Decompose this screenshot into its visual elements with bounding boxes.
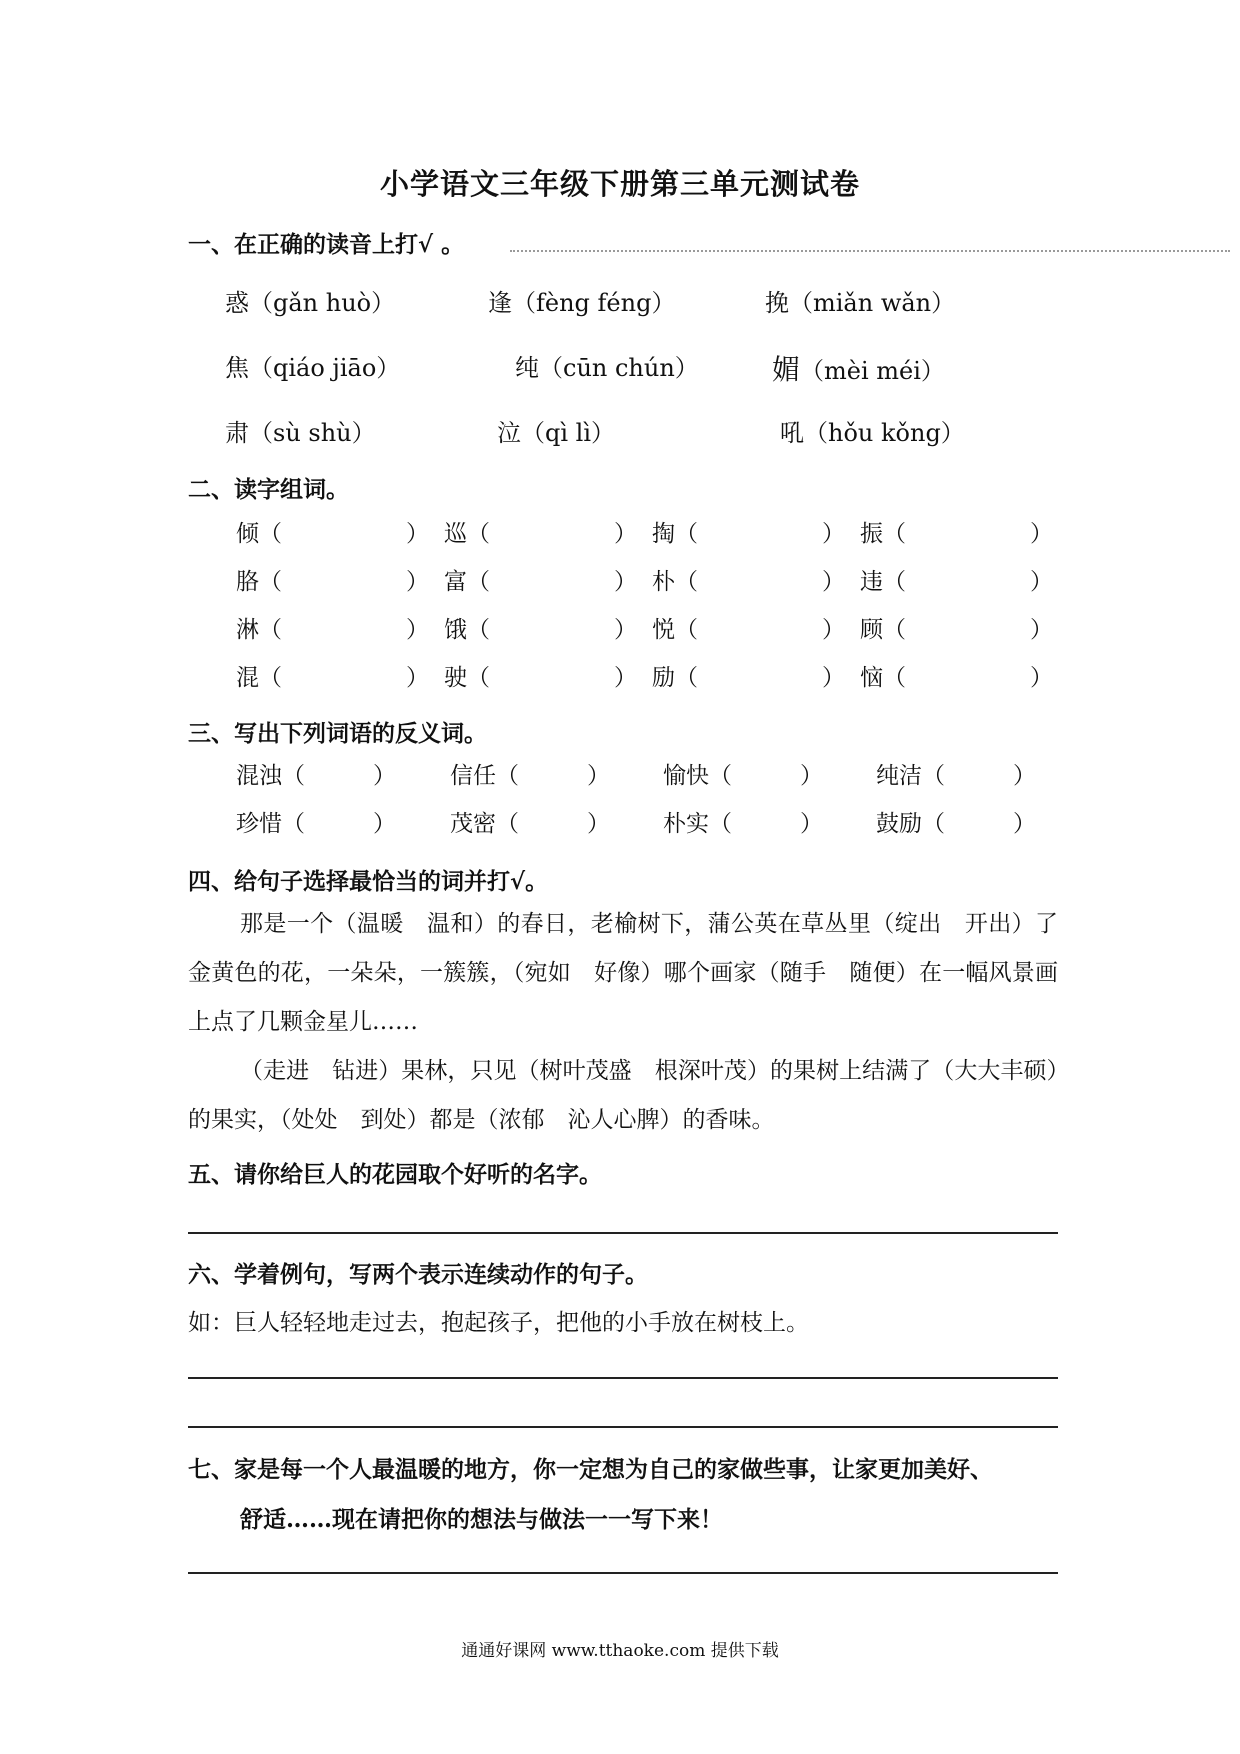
q4-paragraph-1: 那是一个（温暖 温和）的春日，老榆树下，蒲公英在草丛里（绽出 开出）了金黄色的花，一朵朵，一簇簇，（宛如 好像）哪个画家（随手 随便）在一幅风景画上点了几颗金星儿…… bbox=[188, 911, 1058, 1035]
pinyin-item: 挽（miǎn wǎn） bbox=[765, 289, 956, 317]
antonym-item: 茂密（ ） bbox=[450, 811, 610, 837]
answer-line[interactable] bbox=[188, 1426, 1058, 1428]
word-group-item: 淋（ ） bbox=[236, 617, 429, 643]
q4-heading: 四、给句子选择最恰当的词并打√。 bbox=[188, 868, 549, 895]
antonym-item-label: 纯洁 bbox=[876, 763, 922, 789]
word-group-item-label: 振 bbox=[860, 521, 883, 547]
pinyin-item: 吼（hǒu kǒng） bbox=[780, 419, 965, 447]
word-group-item: 朴（ ） bbox=[652, 569, 845, 595]
word-group-item: 富（ ） bbox=[444, 569, 637, 595]
word-group-item: 巡（ ） bbox=[444, 521, 637, 547]
word-group-item-label: 悦 bbox=[652, 617, 675, 643]
q7-heading-line2: 舒适……现在请把你的想法与做法一一写下来！ bbox=[240, 1506, 723, 1533]
q5-heading: 五、请你给巨人的花园取个好听的名字。 bbox=[188, 1161, 602, 1188]
word-group-item: 悦（ ） bbox=[652, 617, 845, 643]
pinyin-item: 媚（mèi méi） bbox=[772, 353, 945, 386]
antonym-item-label: 朴实 bbox=[663, 811, 709, 837]
word-group-item: 励（ ） bbox=[652, 665, 845, 691]
q7-heading bbox=[188, 1445, 1068, 1545]
antonym-item: 纯洁（ ） bbox=[876, 763, 1036, 789]
antonym-item-label: 信任 bbox=[450, 763, 496, 789]
answer-line[interactable] bbox=[188, 1572, 1058, 1574]
antonym-item: 珍惜（ ） bbox=[236, 811, 396, 837]
word-group-item: 恼（ ） bbox=[860, 665, 1053, 691]
word-group-item: 驶（ ） bbox=[444, 665, 637, 691]
word-group-item: 混（ ） bbox=[236, 665, 429, 691]
word-group-item-label: 饿 bbox=[444, 617, 467, 643]
word-group-item: 违（ ） bbox=[860, 569, 1053, 595]
word-group-item-label: 励 bbox=[652, 665, 675, 691]
antonym-item-label: 混浊 bbox=[236, 763, 282, 789]
pinyin-item: 惑（gǎn huò） bbox=[225, 289, 396, 317]
pinyin-item: 泣（qì lì） bbox=[497, 419, 616, 447]
answer-line[interactable] bbox=[188, 1377, 1058, 1379]
word-group-item-label: 驶 bbox=[444, 665, 467, 691]
antonym-item-label: 鼓励 bbox=[876, 811, 922, 837]
word-group-item: 掏（ ） bbox=[652, 521, 845, 547]
word-group-item: 饿（ ） bbox=[444, 617, 637, 643]
antonym-item-label: 愉快 bbox=[663, 763, 709, 789]
antonym-item: 愉快（ ） bbox=[663, 763, 823, 789]
antonym-item-label: 茂密 bbox=[450, 811, 496, 837]
word-group-item-label: 淋 bbox=[236, 617, 259, 643]
word-group-item-label: 顾 bbox=[860, 617, 883, 643]
word-group-item-label: 朴 bbox=[652, 569, 675, 595]
pinyin-item: 焦（qiáo jiāo） bbox=[225, 354, 401, 382]
word-group-item-label: 掏 bbox=[652, 521, 675, 547]
q1-heading: 一、在正确的读音上打√ 。 bbox=[188, 231, 465, 258]
word-group-item-label: 恼 bbox=[860, 665, 883, 691]
q3-heading: 三、写出下列词语的反义词。 bbox=[188, 720, 487, 747]
word-group-item-label: 混 bbox=[236, 665, 259, 691]
word-group-item-label: 富 bbox=[444, 569, 467, 595]
q4-paragraph-2: （走进 钻进）果林，只见（树叶茂盛 根深叶茂）的果树上结满了（大大丰硕）的果实，（处处 到处）都是（浓郁 沁人心脾）的香味。 bbox=[188, 1058, 1058, 1133]
answer-line[interactable] bbox=[188, 1232, 1058, 1234]
antonym-item: 朴实（ ） bbox=[663, 811, 823, 837]
dotted-divider bbox=[510, 250, 1230, 252]
word-group-item-label: 巡 bbox=[444, 521, 467, 547]
pinyin-item: 纯（cūn chún） bbox=[515, 354, 699, 382]
word-group-item: 胳（ ） bbox=[236, 569, 429, 595]
q6-heading: 六、学着例句，写两个表示连续动作的句子。 bbox=[188, 1261, 648, 1288]
q6-example: 如：巨人轻轻地走过去，抱起孩子，把他的小手放在树枝上。 bbox=[188, 1310, 809, 1336]
word-group-item: 振（ ） bbox=[860, 521, 1053, 547]
footer-credit: 通通好课网 www.tthaoke.com 提供下载 bbox=[461, 1641, 779, 1661]
pinyin-item: 逢（fèng féng） bbox=[488, 289, 676, 317]
q2-heading: 二、读字组词。 bbox=[188, 476, 349, 503]
pinyin-item: 肃（sù shù） bbox=[225, 419, 376, 447]
word-group-item-label: 违 bbox=[860, 569, 883, 595]
page-title: 小学语文三年级下册第三单元测试卷 bbox=[379, 167, 860, 201]
antonym-item: 鼓励（ ） bbox=[876, 811, 1036, 837]
antonym-item-label: 珍惜 bbox=[236, 811, 282, 837]
q7-heading-line1: 七、家是每一个人最温暖的地方，你一定想为自己的家做些事，让家更加美好、 bbox=[188, 1456, 993, 1483]
antonym-item: 信任（ ） bbox=[450, 763, 610, 789]
antonym-item: 混浊（ ） bbox=[236, 763, 396, 789]
word-group-item-label: 倾 bbox=[236, 521, 259, 547]
word-group-item-label: 胳 bbox=[236, 569, 259, 595]
word-group-item: 顾（ ） bbox=[860, 617, 1053, 643]
word-group-item: 倾（ ） bbox=[236, 521, 429, 547]
